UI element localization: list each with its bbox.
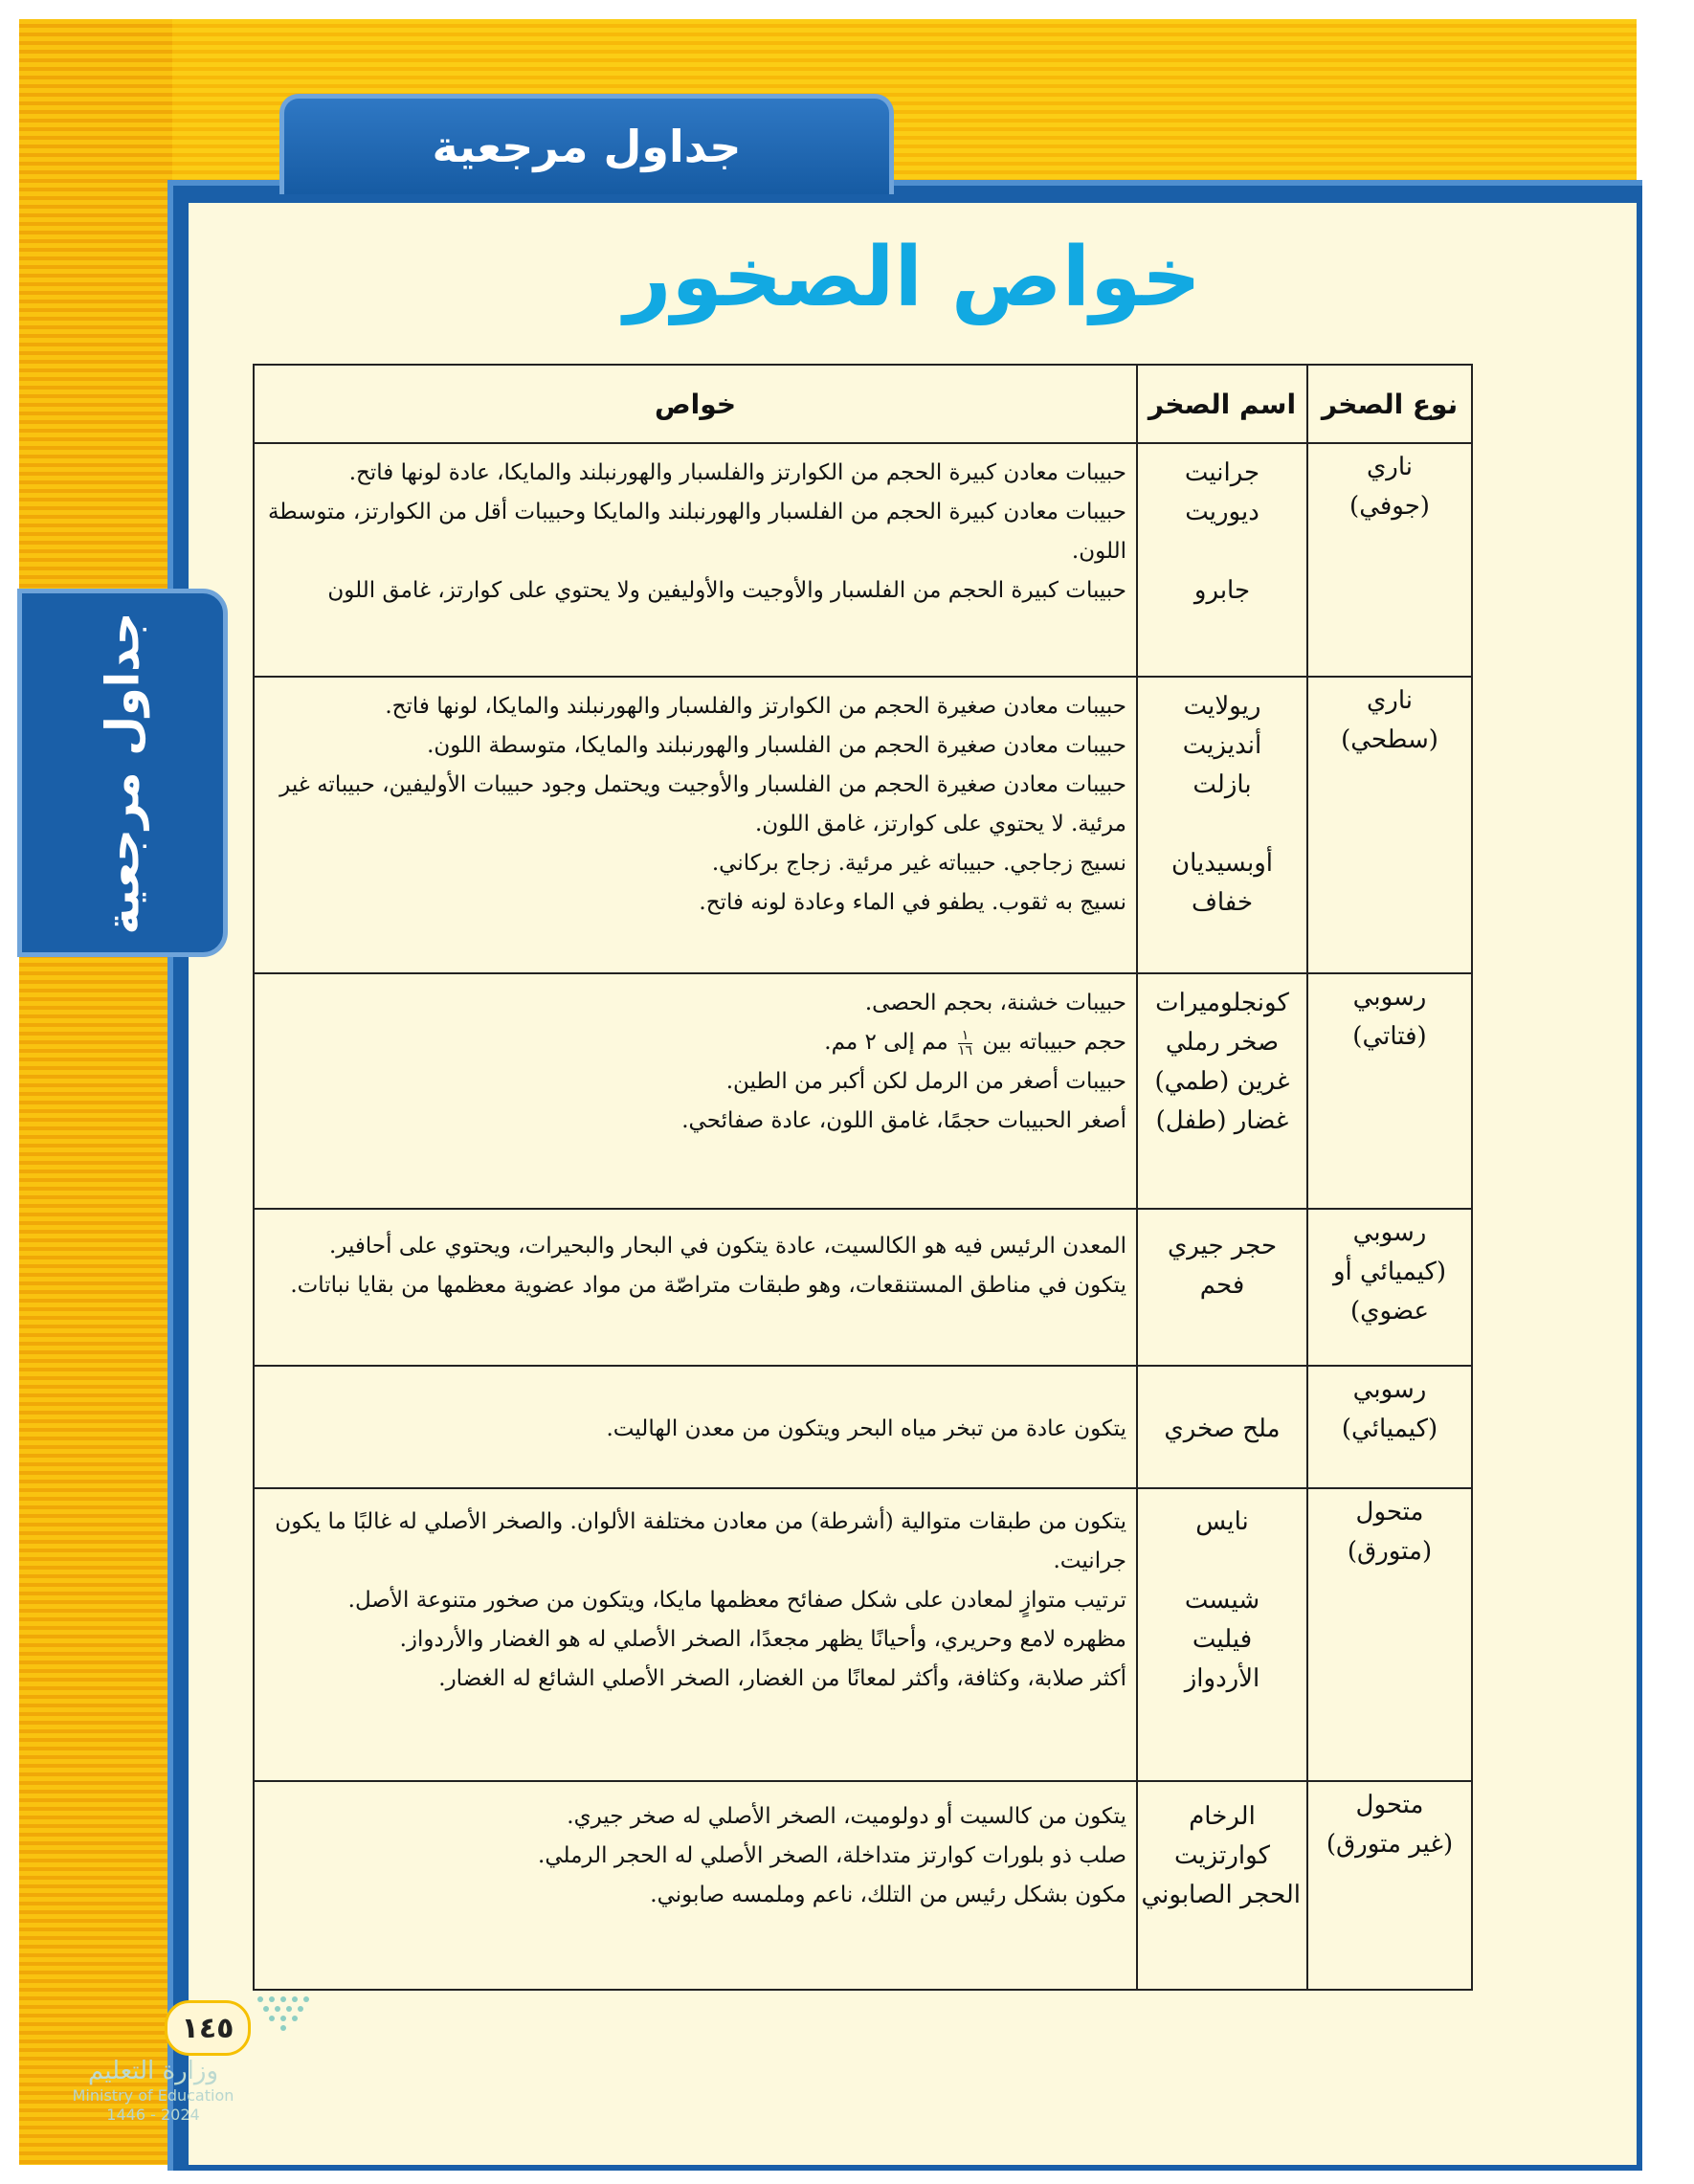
fraction-numerator: ١ (958, 1029, 972, 1044)
rock-name: كونجلوميرات (1155, 989, 1289, 1017)
rock-names-cell (1137, 1781, 1307, 1990)
table-row (254, 677, 1472, 973)
header-rock-type: نوع الصخر (1307, 365, 1472, 443)
rock-name: أوبسيديان (1171, 849, 1273, 878)
rock-type-cell (1307, 1209, 1472, 1366)
rock-type-cell (1307, 1366, 1472, 1488)
rock-name: الأردواز (1184, 1664, 1260, 1693)
fraction (958, 1029, 972, 1059)
rock-subtype: (غير متورق) (1326, 1830, 1454, 1859)
rock-properties-cell (254, 1781, 1137, 1990)
rock-properties-cell (254, 1366, 1137, 1488)
rock-names-cell (1137, 443, 1307, 677)
rock-type: ناري (1366, 453, 1414, 481)
page-number: ١٤٥ (165, 2000, 251, 2056)
rock-property: يتكون من كالسيت أو دولوميت، الصخر الأصلي له صخر جيري. (567, 1804, 1126, 1829)
ministry-logo (57, 2056, 249, 2125)
ministry-logo-english: Ministry of Education (72, 2086, 234, 2105)
rock-property: أكثر صلابة، وكثافة، وأكثر لمعانًا من الغضار، الصخر الأصلي الشائع له الغضار. (438, 1666, 1126, 1691)
rock-name: ديوريت (1185, 498, 1259, 526)
rock-properties-table (253, 364, 1473, 1991)
table-row (254, 1488, 1472, 1781)
rock-properties-cell (254, 1488, 1137, 1781)
rock-property: يتكون من طبقات متوالية (أشرطة) من معادن مختلفة الألوان. والصخر الأصلي له غالبًا ما يكون جرانيت. (275, 1509, 1126, 1573)
rock-subtype: (كيميائي أو (1332, 1258, 1447, 1286)
rock-name: أنديزيت (1182, 731, 1262, 760)
rock-type: رسوبي (1352, 983, 1427, 1012)
table-row (254, 443, 1472, 677)
rock-property: نسيج زجاجي. حبيباته غير مرئية. زجاج بركاني. (711, 851, 1126, 876)
rock-properties-cell (254, 443, 1137, 677)
rock-subtype: (جوفي) (1349, 492, 1430, 521)
rock-property: حبيبات معادن كبيرة الحجم من الكوارتز والفلسبار والهورنبلند والمايكا، عادة لونها فاتح. (348, 460, 1126, 485)
rock-names-cell (1137, 1209, 1307, 1366)
table-header-row (254, 365, 1472, 443)
rock-name: فحم (1199, 1271, 1245, 1300)
rock-names-cell (1137, 1488, 1307, 1781)
rock-type-cell (1307, 1488, 1472, 1781)
rock-name: الحجر الصابوني (1141, 1881, 1301, 1909)
header-rock-name: اسم الصخر (1137, 365, 1307, 443)
rock-property: حبيبات خشنة، بحجم الحصى. (864, 991, 1126, 1015)
rock-name: بازلت (1192, 770, 1252, 799)
table-row (254, 973, 1472, 1209)
rock-name: الرخام (1189, 1802, 1256, 1831)
section-tab-label: جداول مرجعية (432, 121, 742, 172)
rock-property: حبيبات معادن كبيرة الحجم من الفلسبار والهورنبلند والمايكا وحبيبات أقل من الكوارتز، متوسطة اللون. (267, 500, 1126, 564)
rock-property: حبيبات معادن صغيرة الحجم من الكوارتز والفلسبار والهورنبلند والمايكا، لونها فاتح. (385, 694, 1126, 719)
page-title: خواص الصخور (624, 230, 1201, 325)
rock-name: نايس (1195, 1507, 1249, 1536)
rock-subtype: (كيميائي) (1341, 1415, 1438, 1443)
rock-property: حبيبات معادن صغيرة الحجم من الفلسبار والهورنبلند والمايكا، متوسطة اللون. (427, 733, 1126, 758)
rock-name: جابرو (1193, 576, 1251, 605)
rock-property: نسيج به ثقوب. يطفو في الماء وعادة لونه فاتح. (699, 890, 1126, 915)
fraction-text-after: مم إلى ٢ مم. (824, 1030, 948, 1055)
rock-property: يتكون في مناطق المستنقعات، وهو طبقات متراصّة من مواد عضوية معظمها من بقايا نباتات. (290, 1273, 1126, 1298)
rock-name: حجر جيري (1167, 1232, 1278, 1260)
rock-property: مكون بشكل رئيس من التلك، ناعم وملمسه صابوني. (650, 1883, 1126, 1907)
rock-name: ريولايت (1183, 692, 1261, 721)
rock-name: غرين (طمي) (1154, 1067, 1290, 1096)
rock-property: حبيبات معادن صغيرة الحجم من الفلسبار والأوجيت ويحتمل وجود حبيبات الأوليفين، حبيباته غير مرئية. لا يحتوي على كوارتز، غامق اللون. (279, 772, 1126, 836)
rock-name: صخر رملي (1165, 1028, 1280, 1057)
rock-subtype: (سطحي) (1341, 725, 1438, 754)
rock-name: ملح صخري (1164, 1414, 1281, 1443)
rock-type-cell (1307, 443, 1472, 677)
rock-type: ناري (1366, 686, 1414, 715)
rock-name: جرانيت (1184, 458, 1260, 487)
rock-subtype: (فتاتي) (1352, 1022, 1427, 1051)
rock-type-cell (1307, 1781, 1472, 1990)
rock-type-cell (1307, 973, 1472, 1209)
rock-names-cell (1137, 973, 1307, 1209)
rock-properties-cell (254, 1209, 1137, 1366)
rock-names-cell (1137, 677, 1307, 973)
rock-property: حبيبات كبيرة الحجم من الفلسبار والأوجيت والأوليفين ولا يحتوي على كوارتز، غامق اللون (327, 578, 1126, 603)
fraction-denominator: ١٦ (958, 1042, 973, 1059)
rock-type: متحول (1355, 1498, 1424, 1527)
ministry-logo-year: 2024 - 1446 (106, 2106, 200, 2124)
rock-properties-cell (254, 677, 1137, 973)
rock-property: المعدن الرئيس فيه هو الكالسيت، عادة يتكون في البحار والبحيرات، ويحتوي على أحافير. (328, 1234, 1126, 1259)
rock-name: كوارتزيت (1174, 1841, 1270, 1870)
rock-property-fraction (262, 1023, 1126, 1062)
rock-type: متحول (1355, 1791, 1424, 1819)
fraction-text-before: حجم حبيباته بين (982, 1030, 1126, 1055)
table-row (254, 1366, 1472, 1488)
rock-names-cell (1137, 1366, 1307, 1488)
table-row (254, 1209, 1472, 1366)
header-properties: خواص (254, 365, 1137, 443)
ministry-dots-icon (253, 1994, 320, 2032)
section-tab (279, 94, 894, 194)
rock-name: غضار (طفل) (1155, 1106, 1289, 1135)
yellow-frame-left-strip (19, 19, 172, 2165)
rock-type: رسوبي (1352, 1218, 1427, 1247)
rock-name: فيليت (1192, 1625, 1253, 1654)
ministry-logo-arabic: وزارة التعليم (87, 2057, 219, 2085)
rock-type-cell (1307, 677, 1472, 973)
rock-subtype: (متورق) (1347, 1537, 1433, 1566)
rock-properties-cell (254, 973, 1137, 1209)
rock-property: صلب ذو بلورات كوارتز متداخلة، الصخر الأصلي له الحجر الرملي. (538, 1843, 1126, 1868)
rock-property: يتكون عادة من تبخر مياه البحر ويتكون من معدن الهاليت. (606, 1415, 1126, 1441)
rock-subtype: عضوي) (1350, 1297, 1429, 1326)
rock-property: ترتيب متوازٍ لمعادن على شكل صفائح معظمها مايكا، ويتكون من صخور متنوعة الأصل. (347, 1588, 1126, 1613)
rock-property: أصغر الحبيبات حجمًا، غامق اللون، عادة صفائحي. (681, 1108, 1126, 1133)
side-tab (17, 589, 228, 957)
rock-name: شيست (1184, 1586, 1260, 1615)
table-row (254, 1781, 1472, 1990)
rock-type: رسوبي (1352, 1375, 1427, 1404)
rock-property: حبيبات أصغر من الرمل لكن أكبر من الطين. (725, 1069, 1126, 1094)
rock-name: خفاف (1191, 888, 1254, 917)
rock-property: مظهره لامع وحريري، وأحيانًا يظهر مجعدًا، الصخر الأصلي له هو الغضار والأردواز. (399, 1627, 1126, 1652)
side-tab-label: جداول مرجعية (96, 612, 149, 934)
